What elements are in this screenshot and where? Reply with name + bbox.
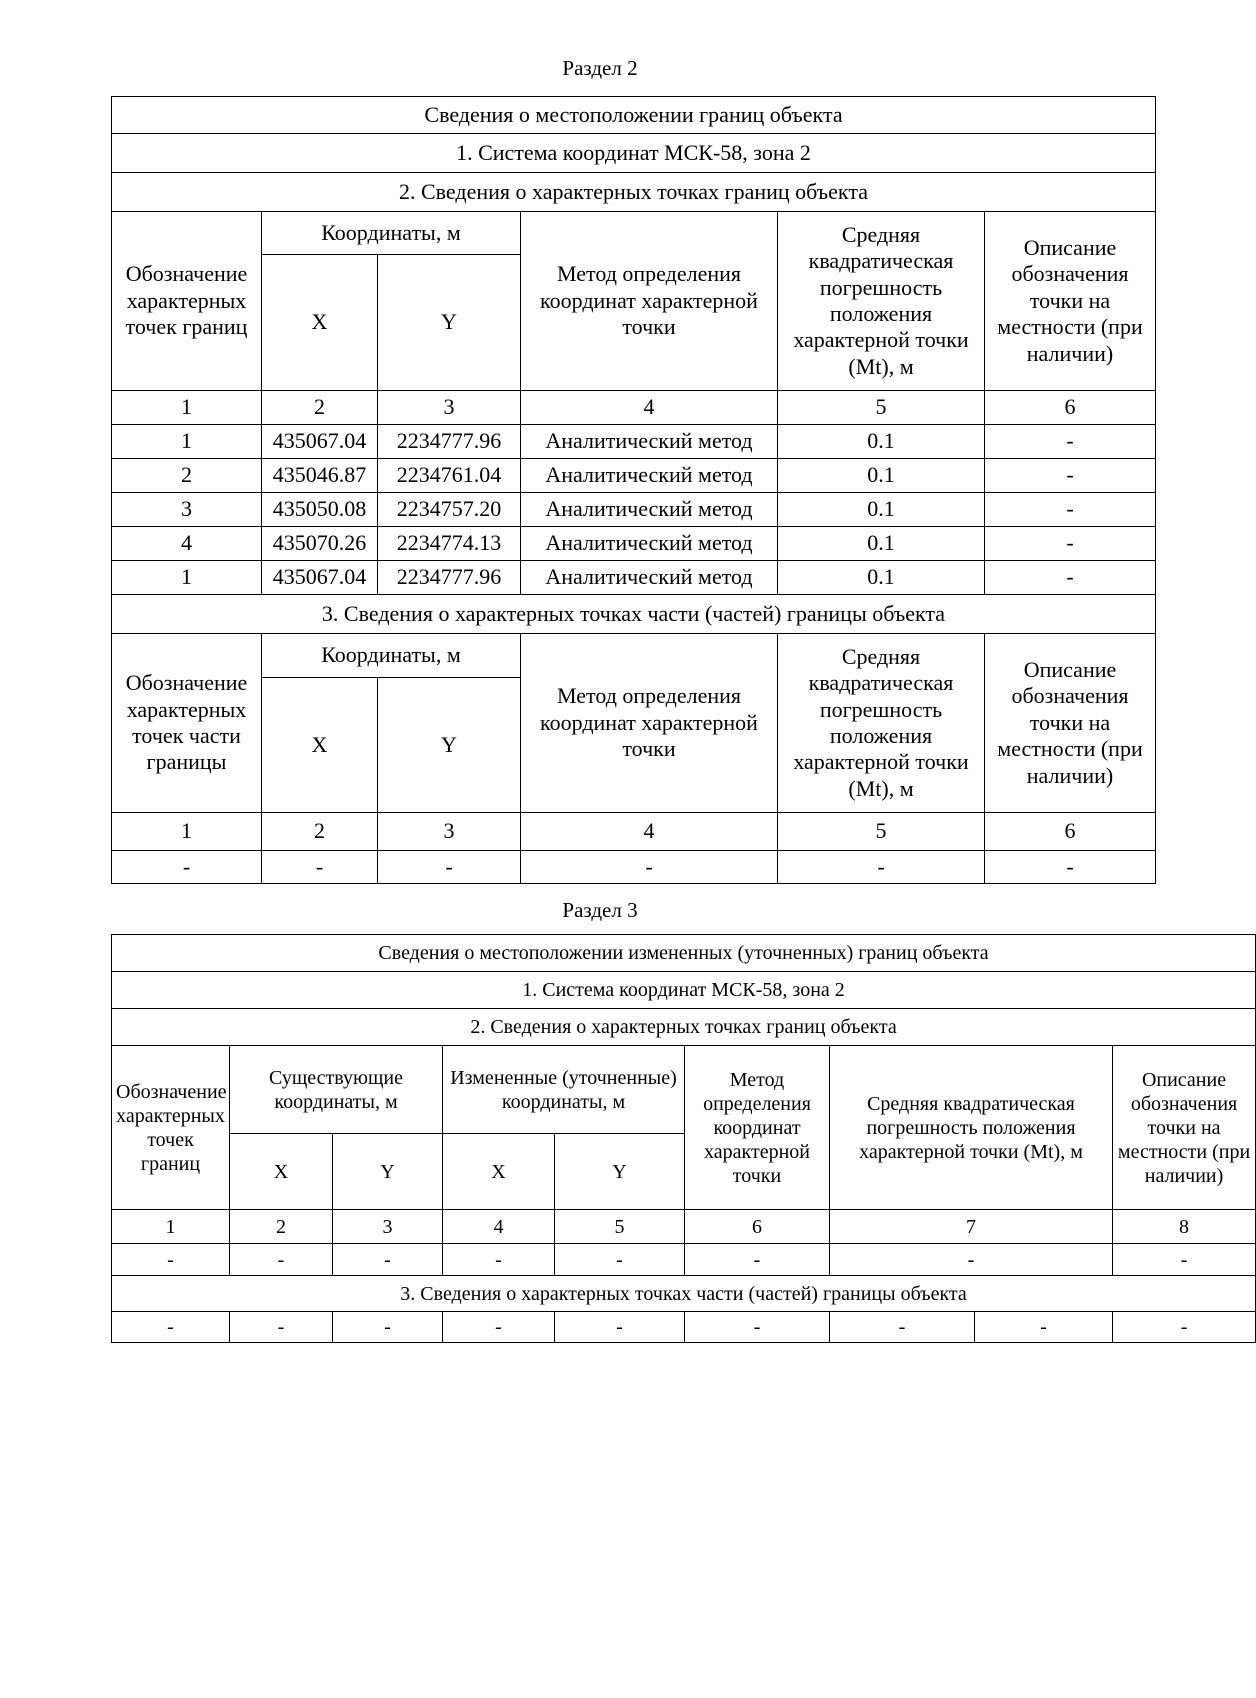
section-3-table	[111, 934, 1256, 1343]
cell-description: -	[985, 851, 1156, 884]
cell-y: 2234757.20	[378, 493, 521, 527]
cell-x: -	[262, 851, 378, 884]
table-cell: -	[443, 1312, 555, 1343]
header-existing: Существующие координаты, м	[230, 1046, 443, 1134]
cell-description: -	[985, 527, 1156, 561]
header-row	[112, 212, 1156, 255]
column-number: 1	[112, 391, 262, 425]
points-heading: 2. Сведения о характерных точках границ объекта	[112, 173, 1156, 212]
column-number: 4	[521, 813, 778, 851]
column-number: 2	[262, 391, 378, 425]
table-cell: -	[333, 1312, 443, 1343]
header-x-existing: X	[230, 1134, 333, 1210]
points-heading-row	[112, 173, 1156, 212]
cell-description: -	[985, 493, 1156, 527]
header-designation: Обозначение характерных точек границ	[112, 212, 262, 391]
cell-description: -	[985, 425, 1156, 459]
points-heading-row	[112, 1009, 1256, 1046]
cell-x: 435067.04	[262, 425, 378, 459]
parts-heading-row	[112, 1276, 1256, 1312]
cell-x-changed: -	[443, 1244, 555, 1276]
cell-error: -	[830, 1244, 1113, 1276]
column-number: 5	[778, 813, 985, 851]
coord-system-row	[112, 134, 1156, 173]
cell-error: 0.1	[778, 527, 985, 561]
column-number: 7	[830, 1210, 1113, 1244]
parts-header-error: Средняя квадратическая погрешность положения характерной точки (Mt), м	[778, 634, 985, 813]
header-coordinates: Координаты, м	[262, 212, 521, 255]
header-y: Y	[378, 255, 521, 391]
table-row	[112, 425, 1156, 459]
column-number: 6	[685, 1210, 830, 1244]
header-x-changed: X	[443, 1134, 555, 1210]
header-description: Описание обозначения точки на местности (при наличии)	[1113, 1046, 1256, 1210]
cell-y: 2234777.96	[378, 561, 521, 595]
parts-header-y: Y	[378, 678, 521, 813]
cell-y: 2234774.13	[378, 527, 521, 561]
table-row	[112, 459, 1156, 493]
header-y-existing: Y	[333, 1134, 443, 1210]
table-row	[112, 561, 1156, 595]
header-x: X	[262, 255, 378, 391]
cell-x-existing: -	[230, 1244, 333, 1276]
header-y-changed: Y	[555, 1134, 685, 1210]
cell-point: -	[112, 1244, 230, 1276]
cell-method: -	[521, 851, 778, 884]
column-number: 6	[985, 813, 1156, 851]
parts-column-numbers-row	[112, 813, 1156, 851]
coord-system: 1. Система координат МСК-58, зона 2	[112, 972, 1256, 1009]
column-number: 8	[1113, 1210, 1256, 1244]
column-number: 3	[333, 1210, 443, 1244]
column-number: 6	[985, 391, 1156, 425]
cell-y: 2234777.96	[378, 425, 521, 459]
header-method: Метод определения координат характерной точки	[685, 1046, 830, 1210]
cell-method: Аналитический метод	[521, 425, 778, 459]
parts-heading: 3. Сведения о характерных точках части (частей) границы объекта	[112, 1276, 1256, 1312]
cell-error: -	[778, 851, 985, 884]
cell-description: -	[1113, 1244, 1256, 1276]
header-method: Метод определения координат характерной точки	[521, 212, 778, 391]
section-2-heading: Сведения о местоположении границ объекта	[112, 97, 1156, 134]
parts-header-method: Метод определения координат характерной точки	[521, 634, 778, 813]
cell-x: 435046.87	[262, 459, 378, 493]
section-3-title: Раздел 3	[562, 898, 638, 922]
cell-x: 435070.26	[262, 527, 378, 561]
parts-header-coordinates: Координаты, м	[262, 634, 521, 678]
cell-y-existing: -	[333, 1244, 443, 1276]
table-row	[112, 493, 1156, 527]
cell-point: 3	[112, 493, 262, 527]
cell-error: 0.1	[778, 561, 985, 595]
parts-heading-row	[112, 595, 1156, 634]
parts-header-designation: Обозначение характерных точек части границы	[112, 634, 262, 813]
parts-header-x: X	[262, 678, 378, 813]
column-number: 1	[112, 813, 262, 851]
cell-y-changed: -	[555, 1244, 685, 1276]
table-cell: -	[685, 1312, 830, 1343]
table-cell: -	[112, 1312, 230, 1343]
cell-error: 0.1	[778, 459, 985, 493]
cell-description: -	[985, 561, 1156, 595]
cell-y: 2234761.04	[378, 459, 521, 493]
table-row	[112, 1244, 1256, 1276]
coord-system-row	[112, 972, 1256, 1009]
section-2-table	[111, 96, 1156, 884]
cell-point: 4	[112, 527, 262, 561]
cell-point: -	[112, 851, 262, 884]
section-2-title: Раздел 2	[562, 56, 638, 80]
cell-method: Аналитический метод	[521, 527, 778, 561]
table-heading-row	[112, 97, 1156, 134]
table-row	[112, 527, 1156, 561]
coord-system: 1. Система координат МСК-58, зона 2	[112, 134, 1156, 173]
cell-point: 1	[112, 425, 262, 459]
cell-y: -	[378, 851, 521, 884]
table-row	[112, 851, 1156, 884]
column-number: 3	[378, 813, 521, 851]
column-number: 5	[778, 391, 985, 425]
cell-method: Аналитический метод	[521, 561, 778, 595]
header-error: Средняя квадратическая погрешность положения характерной точки (Mt), м	[778, 212, 985, 391]
table-cell: -	[830, 1312, 975, 1343]
table-cell: -	[555, 1312, 685, 1343]
cell-description: -	[985, 459, 1156, 493]
cell-point: 2	[112, 459, 262, 493]
column-number: 4	[521, 391, 778, 425]
column-number: 5	[555, 1210, 685, 1244]
table-heading-row	[112, 935, 1256, 972]
header-designation: Обозначение характерных точек границ	[112, 1046, 230, 1210]
parts-heading: 3. Сведения о характерных точках части (частей) границы объекта	[112, 595, 1156, 634]
column-number: 1	[112, 1210, 230, 1244]
column-numbers-row	[112, 1210, 1256, 1244]
header-row	[112, 1046, 1256, 1134]
cell-x: 435050.08	[262, 493, 378, 527]
column-number: 2	[230, 1210, 333, 1244]
cell-error: 0.1	[778, 425, 985, 459]
parts-header-row	[112, 634, 1156, 678]
section-3-heading: Сведения о местоположении измененных (уточненных) границ объекта	[112, 935, 1256, 972]
parts-header-description: Описание обозначения точки на местности (при наличии)	[985, 634, 1156, 813]
cell-method: Аналитический метод	[521, 459, 778, 493]
header-changed: Измененные (уточненные) координаты, м	[443, 1046, 685, 1134]
cell-point: 1	[112, 561, 262, 595]
column-number: 2	[262, 813, 378, 851]
table-cell: -	[975, 1312, 1113, 1343]
table-cell: -	[230, 1312, 333, 1343]
header-error: Средняя квадратическая погрешность положения характерной точки (Mt), м	[830, 1046, 1113, 1210]
table-row	[112, 1312, 1256, 1343]
points-heading: 2. Сведения о характерных точках границ объекта	[112, 1009, 1256, 1046]
column-number: 4	[443, 1210, 555, 1244]
cell-method: -	[685, 1244, 830, 1276]
column-numbers-row	[112, 391, 1156, 425]
header-description: Описание обозначения точки на местности (при наличии)	[985, 212, 1156, 391]
cell-x: 435067.04	[262, 561, 378, 595]
cell-error: 0.1	[778, 493, 985, 527]
column-number: 3	[378, 391, 521, 425]
cell-method: Аналитический метод	[521, 493, 778, 527]
table-cell: -	[1113, 1312, 1256, 1343]
